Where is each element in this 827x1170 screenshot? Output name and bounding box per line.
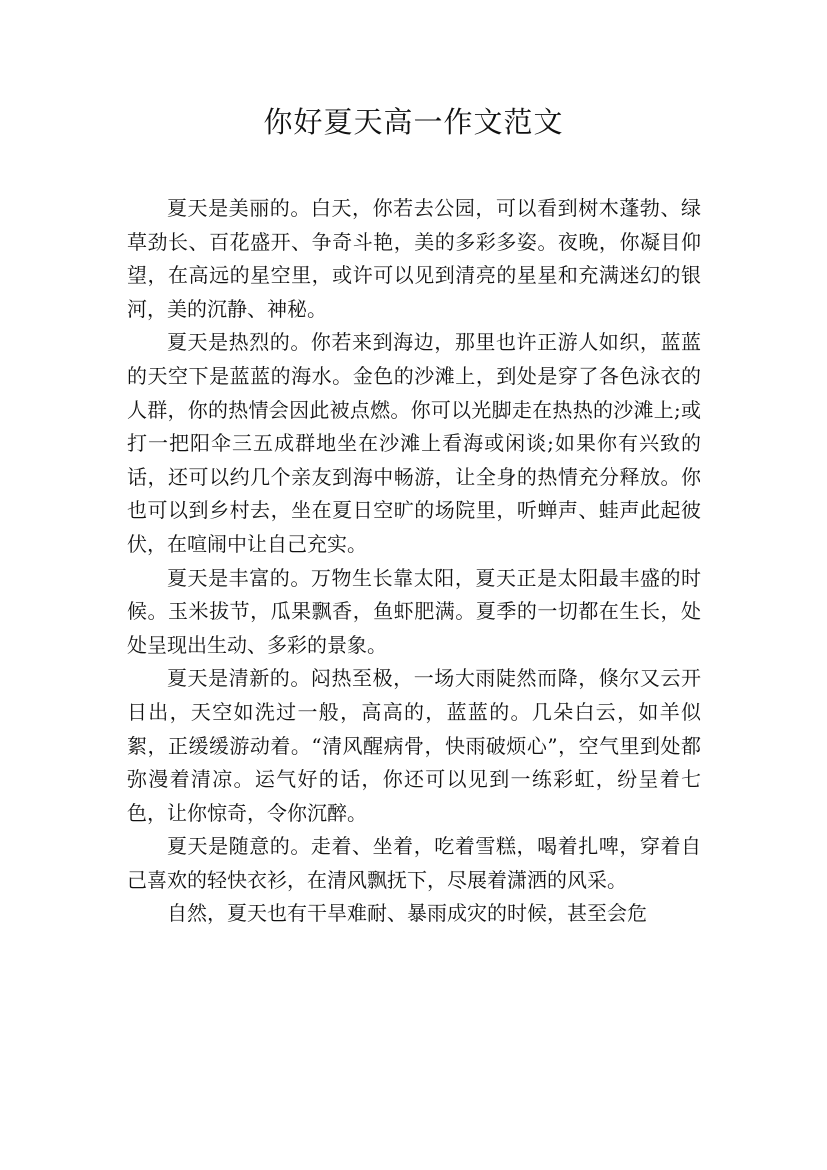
essay-body bbox=[127, 192, 701, 931]
paragraph-6: 自然，夏天也有干旱难耐、暴雨成灾的时候，甚至会危 bbox=[167, 901, 647, 926]
paragraph-4: 夏天是清新的。闷热至极，一场大雨陡然而降，倏尔又云开日出，天空如洗过一般，高高的，蓝蓝的。几朵白云，如羊似絮，正缓缓游动着。“清风醒病骨，快雨破烦心”，空气里到处都弥漫着清凉。运气好的话，你还可以见到一练彩虹，纷呈着七色，让你惊奇，令你沉醉。 bbox=[127, 666, 701, 825]
paragraph-2: 夏天是热烈的。你若来到海边，那里也许正游人如织，蓝蓝的天空下是蓝蓝的海水。金色的沙滩上，到处是穿了各色泳衣的人群，你的热情会因此被点燃。你可以光脚走在热热的沙滩上;或打一把阳伞三五成群地坐在沙滩上看海或闲谈;如果你有兴致的话，还可以约几个亲友到海中畅游，让全身的热情充分释放。你也可以到乡村去，坐在夏日空旷的场院里，听蝉声、蛙声此起彼伏，在喧闹中让自己充实。 bbox=[127, 330, 701, 556]
paragraph-3: 夏天是丰富的。万物生长靠太阳，夏天正是太阳最丰盛的时候。玉米拔节，瓜果飘香，鱼虾肥满。夏季的一切都在生长，处处呈现出生动、多彩的景象。 bbox=[127, 565, 701, 657]
paragraph-5: 夏天是随意的。走着、坐着，吃着雪糕，喝着扎啤，穿着自己喜欢的轻快衣衫，在清风飘抚下，尽展着潇洒的风采。 bbox=[127, 834, 701, 892]
page-title: 你好夏天高一作文范文 bbox=[263, 105, 564, 139]
paragraph-1: 夏天是美丽的。白天，你若去公园，可以看到树木蓬勃、绿草劲长、百花盛开、争奇斗艳，美的多彩多姿。夜晚，你凝目仰望，在高远的星空里，或许可以见到清亮的星星和充满迷幻的银河，美的沉静、神秘。 bbox=[127, 196, 701, 321]
